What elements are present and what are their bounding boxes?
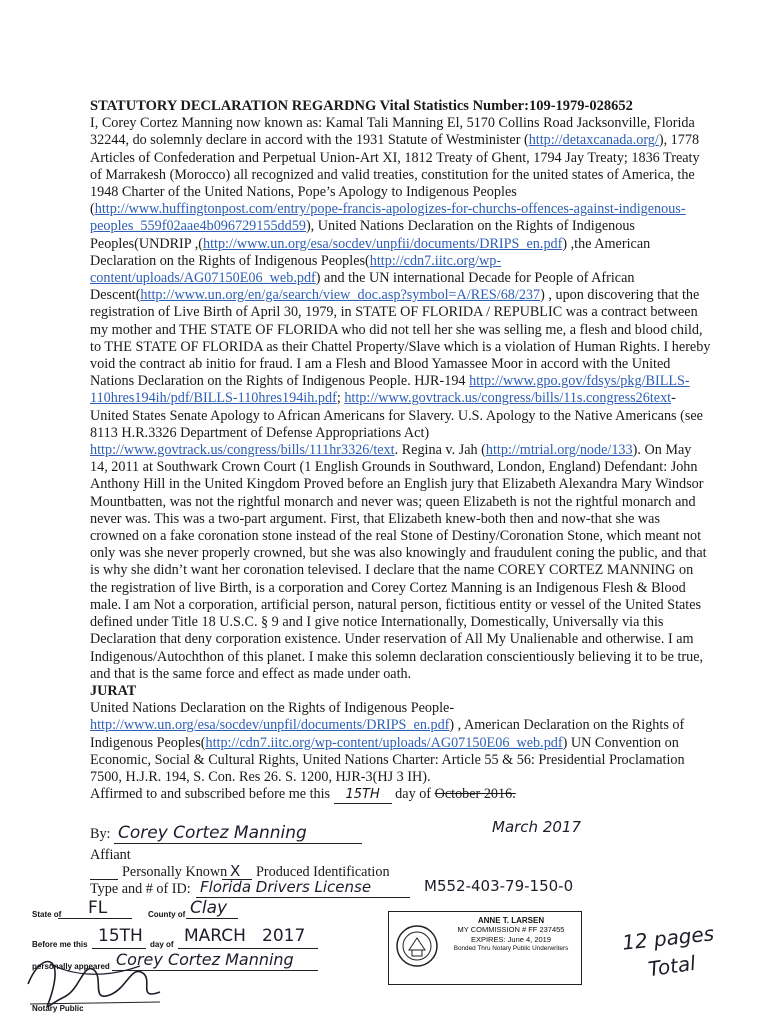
before-day-handwritten: 15TH [98,926,143,946]
affiant-label: Affiant [90,847,131,863]
day-of-label: day of [150,940,174,949]
para-text-9: . Regina v. Jah ( [394,442,486,459]
personally-known-blank [90,879,118,880]
stamp-name: ANNE T. LARSEN [477,916,545,925]
before-me-label: Before me this [32,940,88,949]
stamp-expires: EXPIRES: June 4, 2019 [470,934,552,944]
para-text-10: ). On May 14, 2011 at Southwark Crown Court (1 English Grounds in Southward, London, England) Defendant: John Anthony Hill in the United Kingdom Proved before an English jury that Elizabeth Alexandra Mary Windsor Mountbatten, was not the rightful monarch and never was; queen Elizabeth is not the rightful monarch and never was. This was a two-part argument. First, that Elizabeth knew-both then and now-that she was crowned on a fake coronation stone instead of the real Stone of Destiny/Coronation Stone, which meant not only was she never properly crowned, but she was also knowingly and fraudulent coning the public, and that is why she didn’t want her coronation televised. I declare that the name COREY CORTEZ MANNING on the registration of live Birth, is a corporation and Corey Cortez Manning is an Indigenous Flesh & Blood male. I am Not a corporation, artificial person, natural person, fictitious entity or vessel of the United States defined under Title 18 U.S.C. § 9 and I give notice Internationally, Domestically, Universally via this Declaration that deny corporation existence. Under reservation of All My Unalienable and otherwise. I am Indigenous/Autochthon of this planet. I make this solemn declaration conscientiously believing it to be true, and that is the same force and effect as made under oath. [90,442,707,682]
jurat-text-3: ) UN Convention on Economic, Social & Cultural Rights, United Nations Charter: Article 55 & 56: Presidential Proclamation 7500, H.J.R. 194, S. Con. Res 26. S. 1200, HJR-3(HJ 3 IH). [90,734,685,785]
check-mark: X [230,862,241,880]
county-label: County of [148,910,186,919]
link-un-drips[interactable]: http://www.un.org/esa/socdev/unpfii/documents/DRIPS_en.pdf [202,235,563,252]
personally-known-label: Personally Known [122,864,228,880]
para-text-3: ), United Nations Declaration on the Rights of Indigenous Peoples(UNDRIP ,( [90,218,635,252]
link-iitc[interactable]: http://cdn7.iitc.org/wp-content/uploads/AG07150E06_web.pdf [90,252,502,287]
jurat-text-2: ) , American Declaration on the Rights of Indigenous Peoples( [90,717,685,751]
personally-appeared-label: personally appeared [32,962,110,971]
type-id-handwritten: Florida Drivers License [200,878,372,896]
county-handwritten: Clay [190,898,228,918]
stamp-bonded: Bonded Thru Notary Public Underwriters [453,945,569,953]
link-govtrack-senate[interactable]: http://www.govtrack.us/congress/bills/11s.congress26text [344,390,672,407]
by-signature: Corey Cortez Manning [118,823,307,843]
before-year-handwritten: 2017 [262,926,306,946]
before-month-handwritten: MARCH [184,926,246,946]
link-un-res[interactable]: http://www.un.org/en/ga/search/view_doc.asp?symbol=A/RES/68/237 [140,287,541,304]
struck-date: October 2016. [434,786,516,803]
affirmed-day-handwritten: 15TH [334,786,392,804]
type-id-label: Type and # of ID: [90,881,191,897]
declaration-title: STATUTORY DECLARATION REGARDNG Vital Statistics Number:109-1979-028652 [90,98,633,114]
notary-seal-icon [395,924,439,968]
by-label: By: [90,826,111,842]
jurat-link-iitc[interactable]: http://cdn7.iitc.org/wp-content/uploads/AG07150E06_web.pdf [205,734,563,751]
state-line [58,918,132,919]
jurat-text-1: United Nations Declaration on the Rights of Indigenous People- [90,700,455,717]
link-huffingtonpost[interactable]: http://www.huffingtonpost.com/entry/pope-francis-apologizes-for-churchs-offences-against-indigenous-peoples_559f02aae4b096729155dd59 [90,201,686,235]
before-month-line [178,948,318,949]
affirmed-month-handwritten: March 2017 [492,818,581,836]
para-text-2: ), 1778 Articles of Confederation and Perpetual Union-Art XI, 1812 Treaty of Ghent, 1794 Jay Treaty; 1836 Treaty of Marrakesh (Morocco) all recognized and valid treaties, constitution for the united states of America, the 1948 Charter of the United Nations, Pope’s Apology to Indigenous Peoples ( [90,132,700,218]
notary-stamp [388,911,582,985]
jurat-paragraph [90,700,712,786]
para-text-4: ) ,the American Declaration on the Rights of Indigenous Peoples( [90,235,651,269]
jurat-heading: JURAT [90,682,137,699]
link-govtrack-hr3326[interactable]: http://www.govtrack.us/congress/bills/111hr3326/text [90,442,395,459]
para-text-7: ; [336,390,345,407]
declaration-body [90,98,712,804]
para-text-1: I, Corey Cortez Manning now known as: Kamal Tali Manning El, 5170 Collins Road Jacksonville, Florida 32244, do solemnly declare in accord with the 1931 Statute of Westminister ( [90,115,695,149]
para-text-8: - United States Senate Apology to African Americans for Slavery. U.S. Apology to the Native Americans (see 8113 H.R.3326 Department of Defense Appropriations Act) [90,390,703,441]
appeared-handwritten: Corey Cortez Manning [116,950,294,969]
link-detaxcanada[interactable]: http://detaxcanada.org/ [528,132,659,149]
affirmed-line: Affirmed to and subscribed before me this 15TH day of October 2016. [90,786,712,804]
county-line [186,918,238,919]
stamp-commission: MY COMMISSION # FF 237455 [457,925,565,935]
type-id-line [196,897,410,898]
para-text-5: ) and the UN international Decade for People of African Descent( [90,270,635,304]
link-mtrial[interactable]: http://mtrial.org/node/133 [485,442,633,459]
para-text-6: ) , upon discovering that the registration of Live Birth of April 30, 1979, in STATE OF FLORIDA / REPUBLIC was a contract between my mother and THE STATE OF FLORIDA who did not tell her she was selling me, a flesh and blood child, to THE STATE OF FLORIDA as their Chattel Property/Slave which is a violation of Human Rights. I hereby void the contract ab initio for fraud. I am a Flesh and Blood Yamassee Moor in accord with the United Nations Declaration on the Rights of Indigenous People. HJR-194 [90,287,711,390]
produced-id-label: Produced Identification [256,864,390,880]
state-handwritten: FL [88,898,108,918]
by-signature-line [114,843,362,844]
jurat-link-un[interactable]: http://www.un.org/esa/socdev/unpfil/documents/DRIPS_en.pdf [90,717,450,734]
notary-public-label: Notary Public [32,1004,84,1013]
pages-total-handwritten: Total [646,950,698,982]
stamp-text [443,916,579,954]
license-number-handwritten: M552-403-79-150-0 [424,877,574,895]
pages-note-handwritten: 12 pages [620,921,716,955]
state-label: State of [32,910,62,919]
declaration-paragraph [90,115,712,683]
link-gpo[interactable]: http://www.gpo.gov/fdsys/pkg/BILLS-110hres194ih/pdf/BILLS-110hres194ih.pdf [90,373,690,407]
